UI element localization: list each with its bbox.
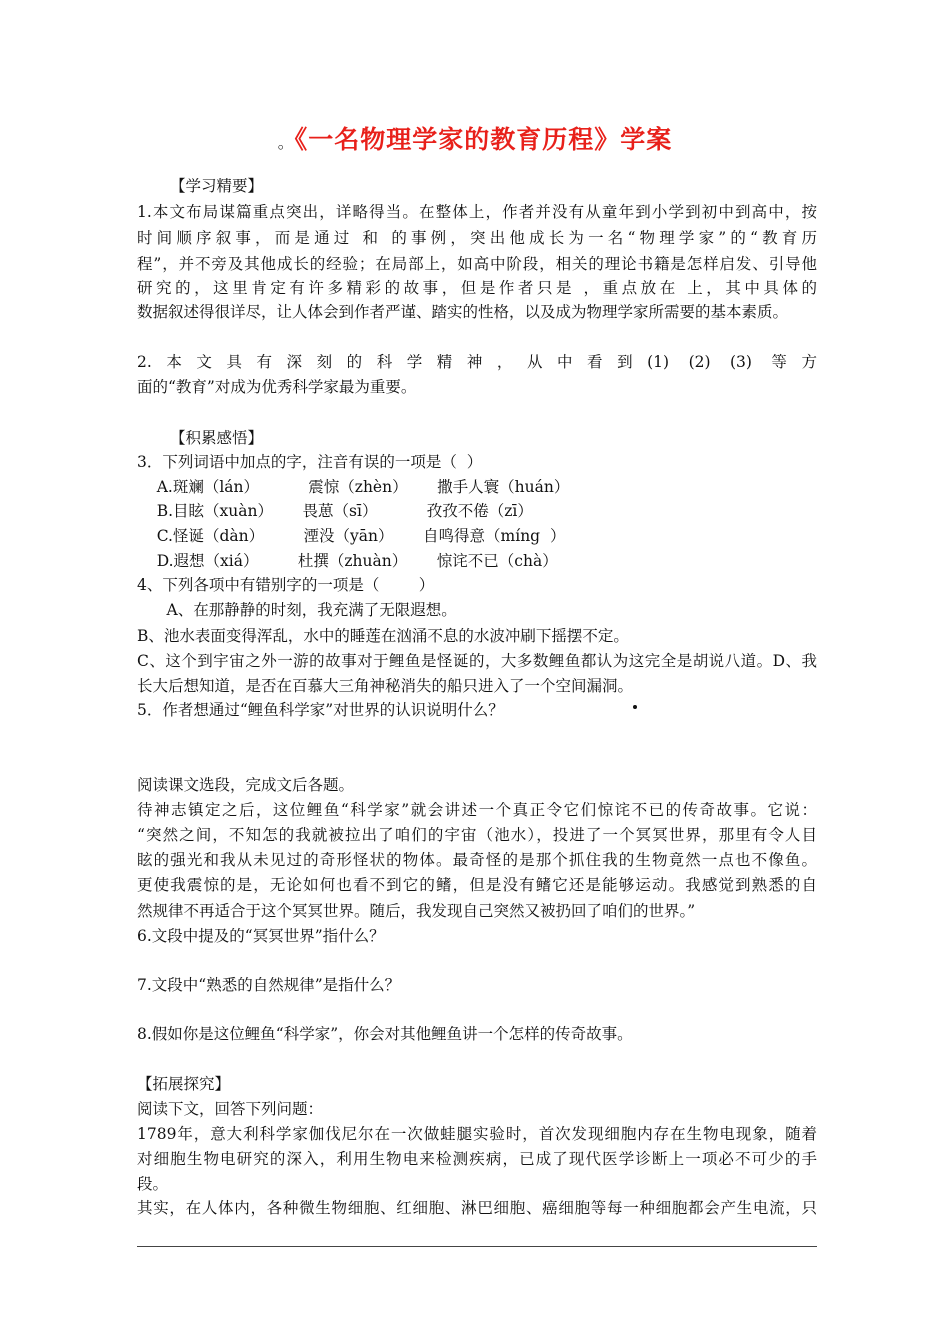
option-line: B.目眩（xuàn） 畏葸（sī） 孜孜不倦（zī） [137, 502, 533, 520]
passage-line: 待神志镇定之后，这位鲤鱼“科学家”就会讲述一个真正令它们惊诧不已的传奇故事。它说： [137, 801, 817, 819]
question-line: 6.文段中提及的“冥冥世界”指什么？ [137, 927, 385, 945]
passage-line: 对细胞生物电研究的深入，利用生物电来检测疾病，已成了现代医学诊断上一项必不可少的手 [137, 1150, 817, 1168]
passage-line: 段。 [137, 1175, 169, 1193]
option-line: B、池水表面变得浑乱，水中的睡莲在汹涌不息的水波冲刷下摇摆不定。 [137, 627, 629, 645]
option-line: 长大后想知道，是否在百慕大三角神秘消失的船只进入了一个空间漏洞。 [137, 677, 634, 695]
paragraph-line: 1.本文布局谋篇重点突出，详略得当。在整体上，作者并没有从童年到小学到初中到高中，按 [137, 203, 817, 221]
paragraph-line: 数据叙述得很详尽，让人体会到作者严谨、踏实的性格，以及成为物理学家所需要的基本素质。 [137, 303, 789, 321]
passage-line: “突然之间，不知怎的我就被拉出了咱们的宇宙（池水），投进了一个冥冥世界，那里有令人目 [137, 826, 817, 844]
passage-line: 1789年，意大利科学家伽伐尼尔在一次做蛙腿实验时，首次发现细胞内存在生物电现象，随着 [137, 1125, 817, 1143]
instruction-line: 阅读课文选段，完成文后各题。 [137, 776, 355, 794]
option-line: D.遐想（xiá） 杜撰（zhuàn） 惊诧不已（chà） [137, 552, 558, 570]
footer-divider [137, 1246, 817, 1247]
question-line: 2.本文具有深刻的科学精神，从中看到(1) (2) (3) 等方 [137, 353, 817, 371]
page-title [0, 120, 950, 156]
paragraph-line: 研究的，这里肯定有许多精彩的故事，但是作者只是 ，重点放在 上，其中具体的 [137, 279, 817, 297]
passage-line: 其实，在人体内，各种微生物细胞、红细胞、淋巴细胞、癌细胞等每一种细胞都会产生电流，只 [137, 1199, 817, 1217]
passage-line: 然规律不再适合于这个冥冥世界。随后，我发现自己突然又被扔回了咱们的世界。” [137, 902, 696, 920]
question-line: 4、下列各项中有错别字的一项是（ ） [137, 576, 435, 594]
question-line: 面的“教育”对成为优秀科学家最为重要。 [137, 378, 417, 396]
instruction-line: 阅读下文，回答下列问题： [137, 1100, 324, 1118]
option-line: A、在那静静的时刻，我充满了无限遐想。 [137, 601, 457, 619]
option-line: A.斑斓（lán） 震惊（zhèn） 撒手人寰（huán） [137, 478, 570, 496]
title-text: 《一名物理学家的教育历程》学案 [294, 125, 673, 154]
question-line: 8.假如你是这位鲤鱼“科学家”，你会对其他鲤鱼讲一个怎样的传奇故事。 [137, 1025, 633, 1043]
section-heading-accumulate: 【积累感悟】 [170, 429, 264, 447]
question-line: 7.文段中“熟悉的自然规律”是指什么？ [137, 976, 401, 994]
bullet-dot [633, 705, 637, 709]
paragraph-line: 时间顺序叙事，而是通过 和 的事例，突出他成长为一名“物理学家”的“教育历 [137, 229, 817, 247]
title-prefix-mark: 。 [277, 133, 295, 152]
section-heading-study-essentials: 【学习精要】 [170, 177, 264, 195]
option-line: C.怪诞（dàn） 湮没（yān） 自鸣得意（míng ） [137, 527, 566, 545]
section-heading-extension: 【拓展探究】 [137, 1075, 231, 1093]
option-line: C、这个到宇宙之外一游的故事对于鲤鱼是怪诞的，大多数鲤鱼都认为这完全是胡说八道。D、我 [137, 652, 817, 670]
question-line: 5．作者想通过“鲤鱼科学家”对世界的认识说明什么？ [137, 701, 504, 719]
passage-line: 更使我震惊的是，无论如何也看不到它的鳍，但是没有鳍它还是能够运动。我感觉到熟悉的自 [137, 876, 817, 894]
question-line: 3．下列词语中加点的字，注音有误的一项是（ ） [137, 453, 483, 471]
paragraph-line: 程”，并不旁及其他成长的经验；在局部上，如高中阶段，相关的理论书籍是怎样启发、引导他 [137, 255, 817, 273]
passage-line: 眩的强光和我从未见过的奇形怪状的物体。最奇怪的是那个抓住我的生物竟然一点也不像鱼。 [137, 851, 817, 869]
